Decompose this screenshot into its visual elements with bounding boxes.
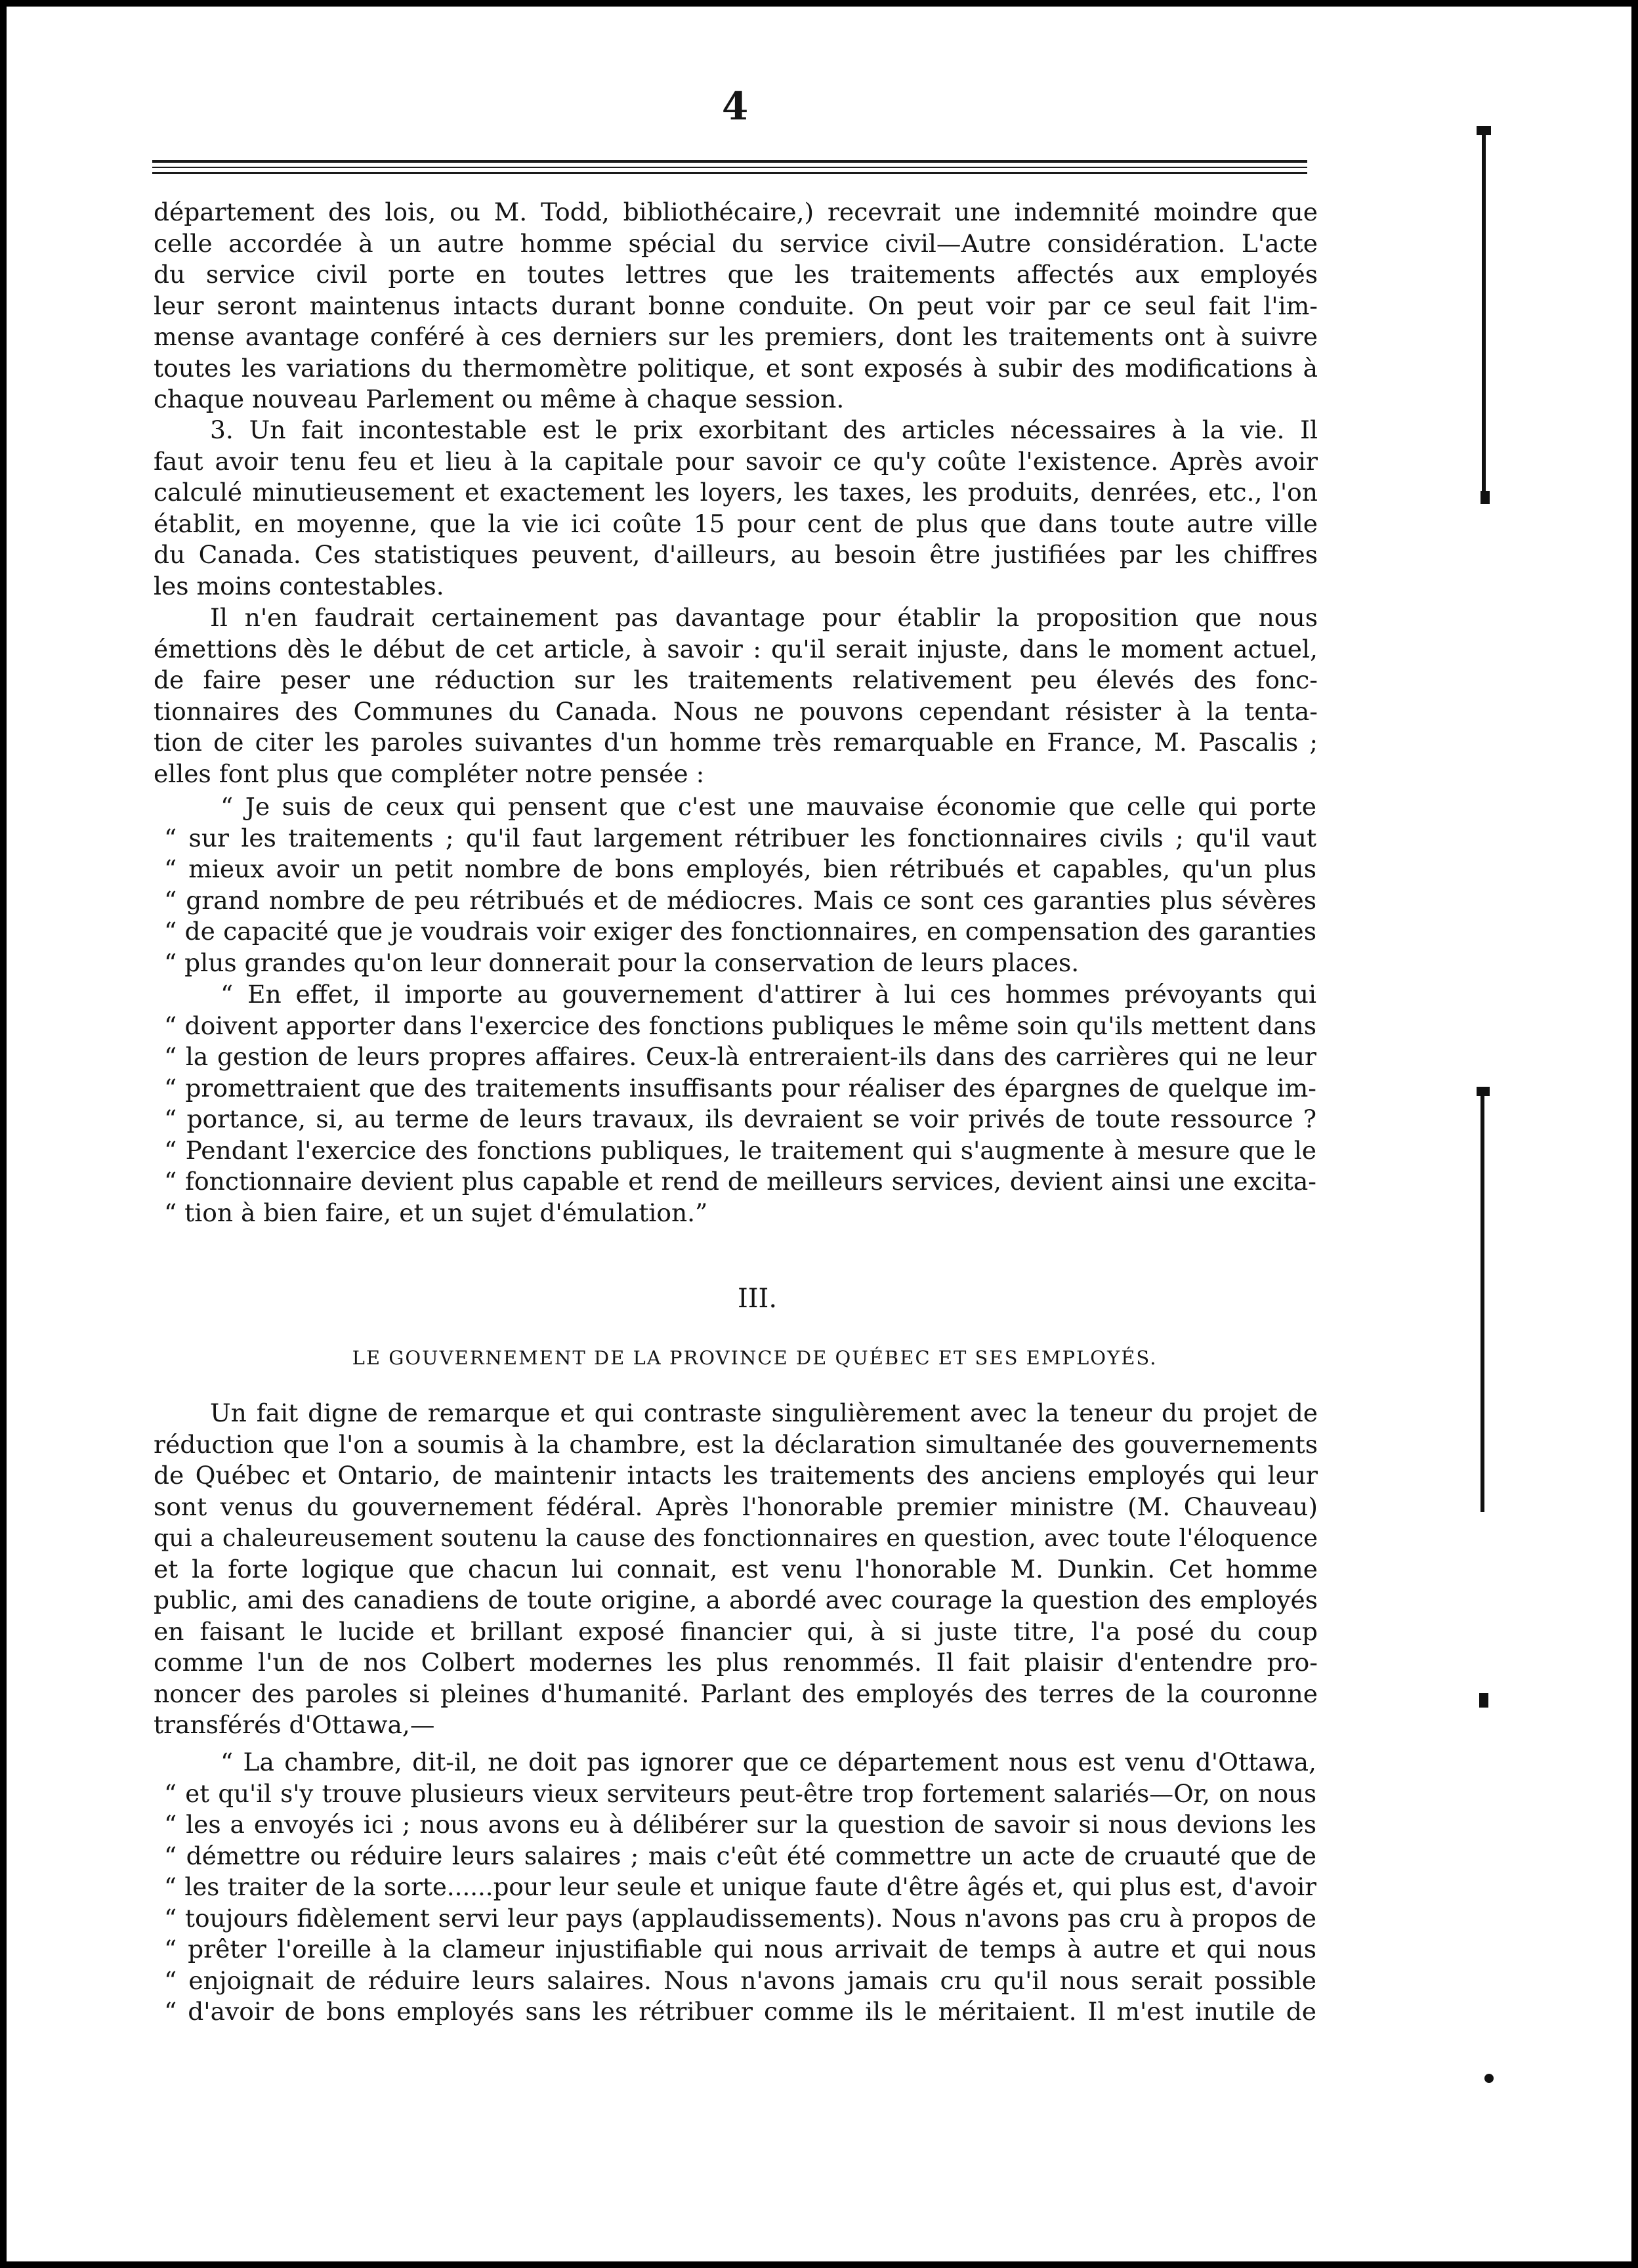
text-line: sont venus du gouvernement fédéral. Après l'honorable premier ministre (M. Chauveau) <box>154 1492 1318 1521</box>
quote-line: “ tion à bien faire, et un sujet d'émulation.” <box>164 1198 708 1227</box>
text-line: faut avoir tenu feu et lieu à la capitale pour savoir ce qu'y coûte l'existence. Après avoir <box>154 446 1318 476</box>
quote-line: “ En effet, il importe au gouvernement d'attirer à lui ces hommes prévoyants qui <box>220 980 1316 1009</box>
quote-line: “ portance, si, au terme de leurs travaux, ils devraient se voir privés de toute ressource ? <box>164 1104 1316 1133</box>
text-line: tion de citer les paroles suivantes d'un homme très remarquable en France, M. Pascalis ; <box>154 728 1318 757</box>
paragraph-4 <box>154 1398 1318 1741</box>
margin-mark <box>1482 131 1486 499</box>
margin-mark <box>1480 491 1490 504</box>
quote-line: “ Je suis de ceux qui pensent que c'est une mauvaise économie que celle qui porte <box>220 792 1316 821</box>
text-line: public, ami des canadiens de toute origine, a abordé avec courage la question des employés <box>154 1586 1318 1614</box>
text-line: toutes les variations du thermomètre politique, et sont exposés à subir des modifications à <box>154 353 1318 383</box>
quote-line: “ plus grandes qu'on leur donnerait pour la conservation de leurs places. <box>164 948 1080 977</box>
margin-mark <box>1477 1087 1490 1096</box>
quote-line: “ les traiter de la sorte......pour leur seule et unique faute d'être âgés et, qui plus est, d'avoir <box>164 1873 1316 1901</box>
header-rule <box>152 167 1307 168</box>
text-line: qui a chaleureusement soutenu la cause des fonctionnaires en question, avec toute l'éloquence <box>154 1524 1318 1552</box>
paragraph-3 <box>154 602 1318 789</box>
quote-line: “ la gestion de leurs propres affaires. Ceux-là entreraient-ils dans des carrières qui ne leur <box>164 1042 1316 1071</box>
text-line: département des lois, ou M. Todd, bibliothécaire,) recevrait une indemnité moindre que <box>154 198 1318 226</box>
quote-line: “ d'avoir de bons employés sans les rétribuer comme ils le méritaient. Il m'est inutile de <box>164 1997 1316 2026</box>
scan-border-bottom <box>0 2261 1638 2268</box>
text-line: celle accordée à un autre homme spécial du service civil—Autre considération. L'acte <box>154 228 1318 258</box>
quote-line: “ La chambre, dit-il, ne doit pas ignorer que ce département nous est venu d'Ottawa, <box>220 1748 1316 1776</box>
header-rule <box>152 160 1307 163</box>
text-line: comme l'un de nos Colbert modernes les plus renommés. Il fait plaisir d'entendre pro- <box>154 1648 1318 1677</box>
text-line: de faire peser une réduction sur les traitements relativement peu élevés des fonc- <box>154 665 1318 694</box>
quote-line: “ démettre ou réduire leurs salaires ; mais c'eût été commettre un acte de cruauté que de <box>164 1841 1316 1870</box>
text-line: en faisant le lucide et brillant exposé financier qui, à si juste titre, l'a posé du coup <box>154 1616 1318 1646</box>
text-line: Un fait digne de remarque et qui contraste singulièrement avec la teneur du projet de <box>210 1398 1318 1427</box>
text-line: réduction que l'on a soumis à la chambre, est la déclaration simultanée des gouvernements <box>154 1429 1318 1459</box>
section-heading: LE GOUVERNEMENT DE LA PROVINCE DE QUÉBEC ET SES EMPLOYÉS. <box>352 1347 1158 1369</box>
quote-line: “ doivent apporter dans l'exercice des fonctions publiques le même soin qu'ils mettent dans <box>164 1011 1316 1040</box>
text-line: de Québec et Ontario, de maintenir intacts les traitements des anciens employés qui leur <box>154 1461 1318 1490</box>
text-line: et la forte logique que chacun lui connait, est venu l'honorable M. Dunkin. Cet homme <box>154 1554 1318 1584</box>
text-line: leur seront maintenus intacts durant bonne conduite. On peut voir par ce seul fait l'im- <box>154 291 1318 320</box>
text-line: Il n'en faudrait certainement pas davantage pour établir la proposition que nous <box>210 603 1318 632</box>
text-line: tionnaires des Communes du Canada. Nous ne pouvons cependant résister à la tenta- <box>154 696 1318 726</box>
quote-line: “ enjoignait de réduire leurs salaires. Nous n'avons jamais cru qu'il nous serait possible <box>164 1965 1316 1995</box>
quote-line: “ grand nombre de peu rétribués et de médiocres. Mais ce sont ces garanties plus sévères <box>164 885 1316 915</box>
text-line: établit, en moyenne, que la vie ici coûte 15 pour cent de plus que dans toute autre ville <box>154 509 1318 538</box>
text-line: émettions dès le début de cet article, à savoir : qu'il serait injuste, dans le moment actuel, <box>154 634 1318 663</box>
quote-line: “ les a envoyés ici ; nous avons eu à délibérer sur la question de savoir si nous devions les <box>164 1810 1316 1839</box>
scan-border-top <box>0 0 1638 7</box>
quote-line: “ mieux avoir un petit nombre de bons employés, bien rétribués et capables, qu'un plus <box>164 854 1316 883</box>
page-number: 4 <box>721 84 749 129</box>
quote-line: “ toujours fidèlement servi leur pays (applaudissements). Nous n'avons pas cru à propos de <box>164 1903 1316 1933</box>
margin-mark <box>1477 126 1491 135</box>
quotation-1 <box>164 791 1316 978</box>
margin-mark <box>1480 1092 1484 1512</box>
text-line: du service civil porte en toutes lettres que les traitements affectés aux employés <box>154 260 1318 289</box>
quote-line: “ prêter l'oreille à la clameur injustifiable qui nous arrivait de temps à autre et qui nous <box>164 1935 1316 1964</box>
paragraph-2 <box>154 415 1318 602</box>
text-line: 3. Un fait incontestable est le prix exorbitant des articles nécessaires à la vie. Il <box>210 415 1318 444</box>
quote-line: “ et qu'il s'y trouve plusieurs vieux serviteurs peut-être trop fortement salariés—Or, on nous <box>164 1779 1316 1808</box>
quote-line: “ fonctionnaire devient plus capable et rend de meilleurs services, devient ainsi une excita- <box>164 1167 1316 1196</box>
margin-mark <box>1479 1693 1488 1708</box>
quote-line: “ de capacité que je voudrais voir exiger des fonctionnaires, en compensation des garanties <box>164 917 1316 946</box>
quote-line: “ Pendant l'exercice des fonctions publiques, le traitement qui s'augmente à mesure que le <box>164 1135 1316 1165</box>
quote-line: “ sur les traitements ; qu'il faut largement rétribuer les fonctionnaires civils ; qu'il vaut <box>164 823 1316 852</box>
text-line: calculé minutieusement et exactement les loyers, les taxes, les produits, denrées, etc., l'on <box>154 478 1318 507</box>
text-line: noncer des paroles si pleines d'humanité. Parlant des employés des terres de la couronne <box>154 1679 1318 1708</box>
margin-dot <box>1484 2074 1494 2083</box>
text-line: les moins contestables. <box>154 571 444 600</box>
text-line: du Canada. Ces statistiques peuvent, d'ailleurs, au besoin être justifiées par les chiffres <box>154 540 1318 569</box>
quotation-2 <box>164 979 1316 1228</box>
paragraph-1 <box>154 197 1318 415</box>
scan-border-left <box>0 0 7 2268</box>
text-line: transférés d'Ottawa,— <box>154 1710 435 1739</box>
header-rule <box>152 172 1307 174</box>
section-numeral: III. <box>737 1284 778 1314</box>
quotation-3 <box>164 1747 1316 2028</box>
scan-border-right <box>1631 0 1638 2268</box>
text-line: mense avantage conféré à ces derniers sur les premiers, dont les traitements ont à suivre <box>154 322 1318 351</box>
text-line: chaque nouveau Parlement ou même à chaque session. <box>154 385 845 413</box>
quote-line: “ promettraient que des traitements insuffisants pour réaliser des épargnes de quelque im- <box>164 1073 1316 1102</box>
text-line: elles font plus que compléter notre pensée : <box>154 759 705 788</box>
